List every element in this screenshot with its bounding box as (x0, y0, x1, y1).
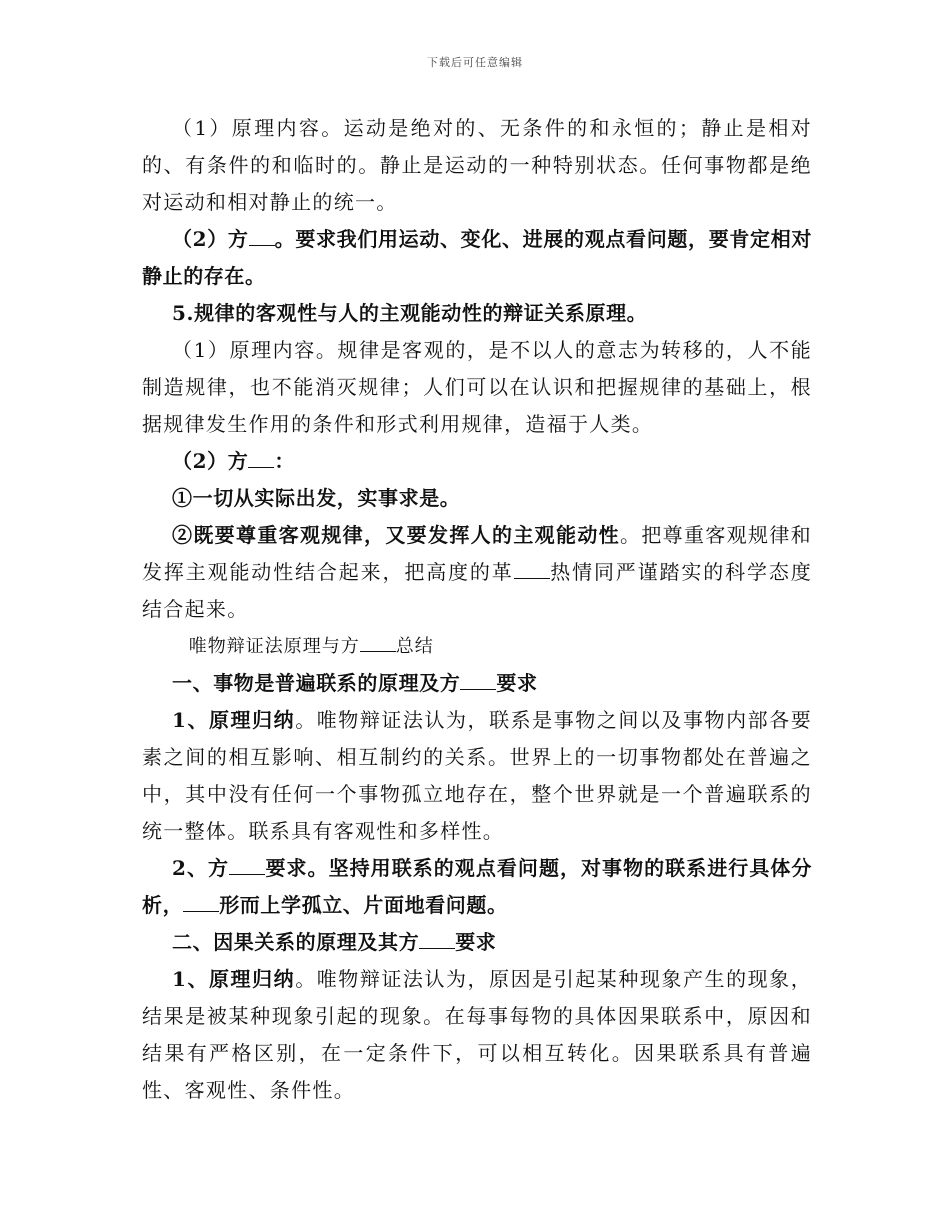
text-segment: 。把尊重客观规律和发挥主观能动性结合起来，把高度的革 (142, 523, 812, 584)
list-item-2 (142, 517, 812, 628)
document-body (142, 110, 812, 1109)
paragraph-connection-method (142, 850, 812, 924)
blank-underline (360, 635, 396, 652)
list-item-1: ①一切从实际出发，实事求是。 (172, 486, 461, 510)
paragraph-motion-principle: （1）原理内容。运动是绝对的、无条件的和永恒的；静止是相对的、有条件的和临时的。静止是运动的一种特别状态。任何事物都是绝对运动和相对静止的统一。 (142, 116, 812, 214)
paragraph-law-content: （1）原理内容。规律是客观的，是不以人的意志为转移的，人不能制造规律，也不能消灭规律；人们可以在认识和把握规律的基础上，根据规律发生作用的条件和形式利用规律，造福于人类。 (142, 338, 812, 436)
paragraph-law-method (142, 443, 812, 480)
heading-universal-connection (142, 665, 812, 702)
page-header: 下载后可任意编辑 (427, 56, 523, 69)
text-segment: 总结 (395, 636, 434, 657)
paragraph-motion-method (142, 221, 812, 295)
section-title (142, 628, 812, 665)
text-segment: 一、事物是普遍联系的原理及方 (172, 671, 461, 695)
blank-underline (460, 673, 496, 690)
blank-underline (183, 895, 219, 912)
heading-law-principle: 5.规律的客观性与人的主观能动性的辩证关系原理。 (172, 301, 648, 325)
blank-underline (229, 858, 265, 875)
blank-underline (419, 932, 455, 949)
text-segment: 要求。坚持用联系的观点看问题，对事物的联系进行具体分析， (142, 856, 812, 917)
text-segment: 要求 (455, 930, 497, 954)
text-segment-bold: 1、原理归纳 (172, 967, 296, 991)
text-segment: 。要求我们用运动、变化、进展的观点看问题，要肯定相对静止的存在。 (142, 227, 812, 288)
text-segment-bold: ②既要尊重客观规律，又要发挥人的主观能动性 (172, 523, 621, 547)
text-segment: ： (274, 449, 295, 473)
heading-causality (142, 924, 812, 961)
text-segment: 。唯物辩证法认为，联系是事物之间以及事物内部各要素之间的相互影响、相互制约的关系。世界上的一切事物都处在普遍之中，其中没有任何一个事物孤立地存在，整个世界就是一个普遍联系的统一整体。联系具有客观性和多样性。 (142, 708, 813, 843)
text-segment: 要求 (496, 671, 538, 695)
text-segment-bold: 1、原理归纳 (172, 708, 296, 732)
text-segment: （2）方 (172, 227, 249, 251)
text-segment: 。唯物辩证法认为，原因是引起某种现象产生的现象，结果是被某种现象引起的现象。在每事每物的具体因果联系中，原因和结果有严格区别，在一定条件下，可以相互转化。因果联系具有普遍性、客观性、条件性。 (142, 967, 813, 1102)
text-segment: 2、方 (172, 856, 230, 880)
blank-underline (514, 562, 550, 579)
text-segment: 唯物辩证法原理与方 (188, 636, 360, 657)
text-segment: 二、因果关系的原理及其方 (172, 930, 420, 954)
paragraph-causality-principle (142, 961, 812, 1109)
text-segment: 形而上学孤立、片面地看问题。 (219, 893, 508, 917)
text-segment: （2）方 (172, 449, 249, 473)
blank-underline (248, 451, 274, 468)
blank-underline (249, 229, 275, 246)
text-segment: 热情同严谨踏实的科学态度结合起来。 (142, 560, 812, 621)
paragraph-connection-principle (142, 702, 812, 850)
